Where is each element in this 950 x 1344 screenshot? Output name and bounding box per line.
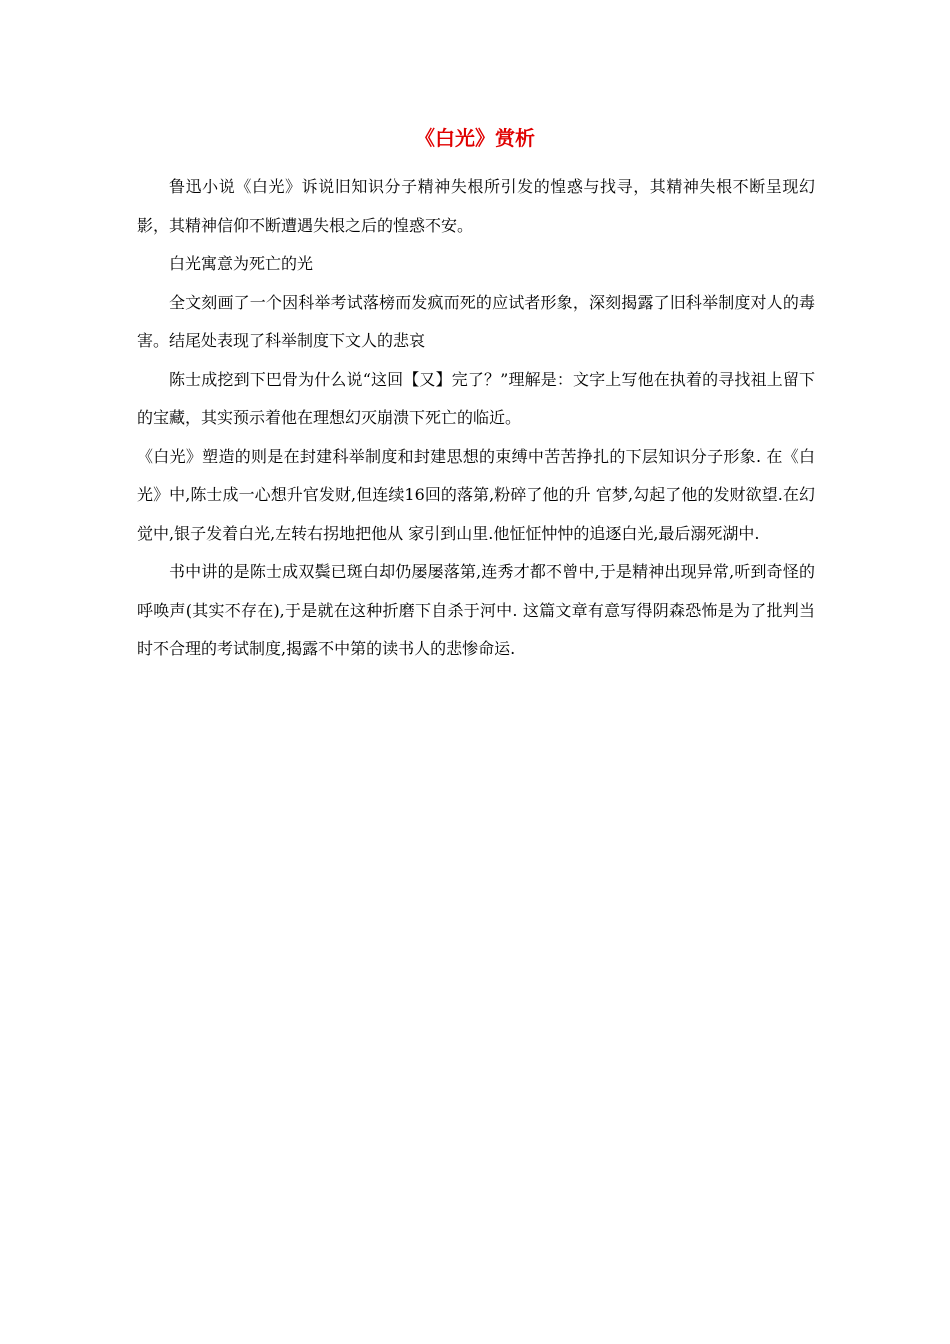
paragraph-intro: 鲁迅小说《白光》诉说旧知识分子精神失根所引发的惶惑与找寻，其精神失根不断呈现幻影，其精神信仰不断遭遇失根之后的惶惑不安。	[137, 177, 815, 235]
document-body	[137, 168, 815, 669]
paragraph-summary: 全文刻画了一个因科举考试落榜而发疯而死的应试者形象，深刻揭露了旧科举制度对人的毒害。结尾处表现了科举制度下文人的悲哀	[137, 292, 815, 350]
paragraph-jawbone: 陈士成挖到下巴骨为什么说“这回【又】完了？”理解是：文字上写他在执着的寻找祖上留下的宝藏，其实预示着他在理想幻灭崩溃下死亡的临近。	[137, 369, 815, 427]
paragraph-conclusion: 书中讲的是陈士成双鬓已斑白却仍屡屡落第,连秀才都不曾中,于是精神出现异常,听到奇怪的呼唤声(其实不存在),于是就在这种折磨下自杀于河中. 这篇文章有意写得阴森恐怖是为了批判当时不合理的考试制度,揭露不中第的读书人的悲惨命运.	[137, 562, 815, 658]
paragraph-character: 《白光》塑造的则是在封建科举制度和封建思想的束缚中苦苦挣扎的下层知识分子形象. 在《白光》中,陈士成一心想升官发财,但连续16回的落第,粉碎了他的升 官梦,勾起了他的发财欲望.在幻觉中,银子发着白光,左转右拐地把他从 家引到山里.他怔怔忡忡的追逐白光,最后溺死湖中.	[137, 446, 815, 543]
document-title: 《白光》赏析	[415, 126, 535, 150]
paragraph-meaning: 白光寓意为死亡的光	[169, 254, 314, 273]
